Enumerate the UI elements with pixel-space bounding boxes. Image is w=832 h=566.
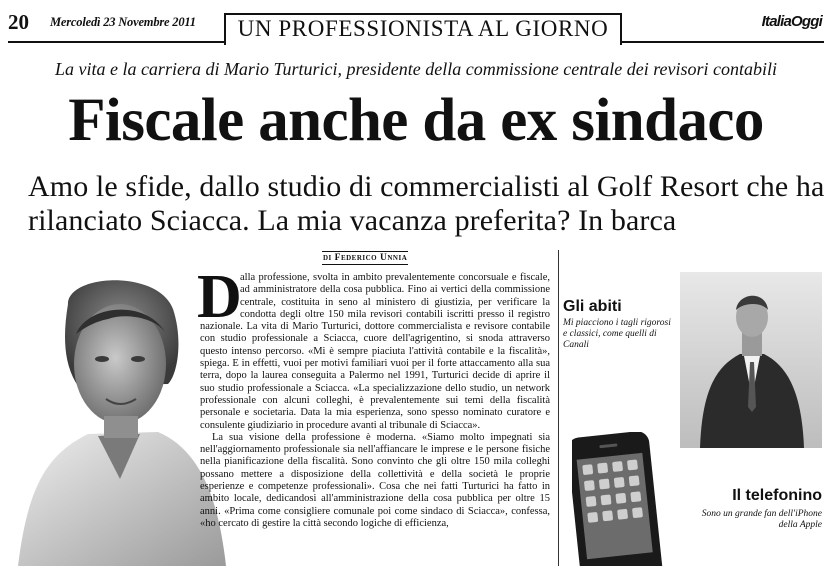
byline-prefix: di xyxy=(323,253,332,263)
newspaper-logo: ItaliaOggi xyxy=(761,13,822,30)
article-kicker: La vita e la carriera di Mario Turturici, presidente della commissione centrale dei revisori contabili xyxy=(54,59,778,79)
paragraph-text: alla professione, svolta in ambito prevalentemente concorsuale e fiscale, ad amministratore della cosa pubblica. Fino ai vertici della commissione centrale, costituita in seno al ministero di giustizia, per verificare la condotta degli oltre 150 mila revisori contabili iscritti presso il registro nazionale. La vita di Mario Turturici, dottore commercialista e revisore contabile con studio professionale a Sciacca, cuore dell'agrigentino, si snoda attraverso questo intenso percorso. «Mi è sempre piaciuta l'attività contabile e la fiscalità», spiega. E in effetti, vuoi per motivi familiari vuoi per il forte attaccamento alla sua terra, dopo la laurea conseguita a Palermo nel 1991, Turturici decide di aprire il suo studio professionale a Sciacca. «La specializzazione dello studio, un network professionale con alcuni colleghi, è prevalentemente sui temi della fiscalità personale e societaria. Data la mia esperienza, sono spesso nominato curatore e consulente giudiziario in procedure avanti al tribunale di Sciacca». xyxy=(200,272,550,431)
column-divider xyxy=(558,250,559,566)
article-paragraph xyxy=(200,272,550,432)
dropcap-spacer xyxy=(200,272,240,320)
sidebar-abiti-text: Mi piacciono i tagli rigorosi e classici, come quelli di Canali xyxy=(563,318,671,350)
byline-author: Federico Unnia xyxy=(334,253,408,263)
iphone-photo xyxy=(572,432,698,566)
issue-date: Mercoledì 23 Novembre 2011 xyxy=(50,15,196,29)
page-number: 20 xyxy=(8,10,29,34)
section-title: UN PROFESSIONISTA AL GIORNO xyxy=(237,16,609,41)
sidebar-abiti-title: Gli abiti xyxy=(563,298,622,315)
article-title: Fiscale anche da ex sindaco xyxy=(68,87,764,154)
drop-cap: D xyxy=(197,263,242,331)
sidebar-telefonino-text: Sono un grande fan dell'iPhone della Apple xyxy=(701,509,822,530)
article-subtitle: Amo le sfide, dallo studio di commercialisti al Golf Resort che ha rilanciato Sciacca. La mia vacanza preferita? In barca xyxy=(28,170,825,237)
sidebar-telefonino-title: Il telefonino xyxy=(732,487,822,504)
portrait-photo xyxy=(8,264,226,566)
suit-photo xyxy=(680,272,822,448)
byline xyxy=(322,251,408,265)
article-body xyxy=(200,272,550,530)
article-paragraph: La sua visione della professione è moderna. «Siamo molto impegnati sia nell'aggiornamento professionale sia nell'affiancare le imprese e le persone fisiche nella pianificazione della fiscalità. Sono convinto che gli oltre 150 mila colleghi possano mettere a disposizione della collettività e della società le proprie esperienze e competenze professionali». Cosa che nei fatti Turturici ha fatto in ambito locale, dedicandosi all'amministrazione della cosa pubblica per oltre 15 anni. «Prima come consigliere comunale poi come sindaco di Sciacca», confessa, «ho cercato di gestire la città secondo logiche di efficienza, xyxy=(200,431,550,529)
